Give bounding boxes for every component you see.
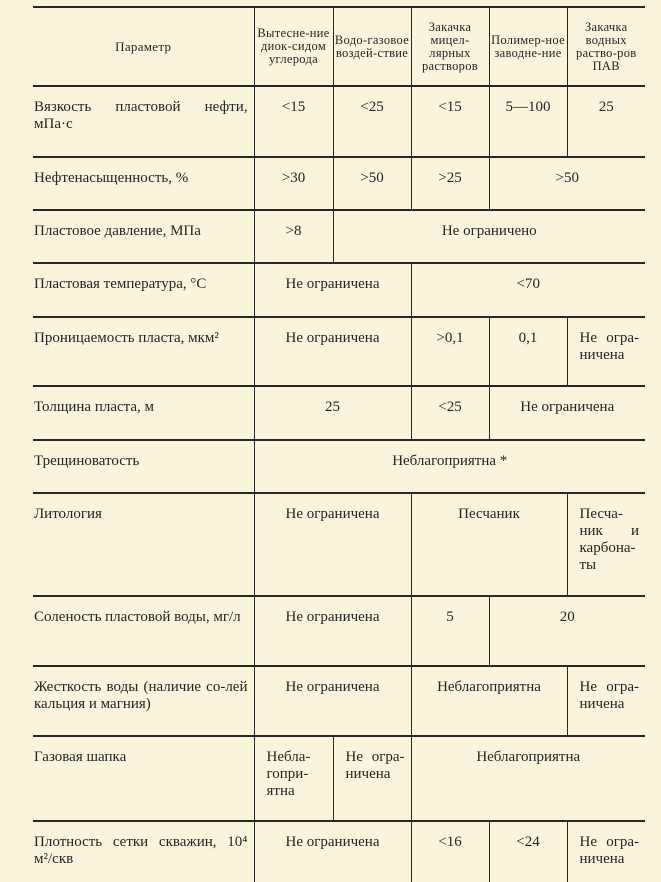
param-cell: Литология	[33, 493, 254, 596]
param-cell: Проницаемость пласта, мкм²	[33, 317, 254, 386]
param-cell: Толщина пласта, м	[33, 386, 254, 440]
value-cell: >8	[254, 210, 333, 263]
table-row	[33, 440, 645, 493]
value-cell: Не ограничена	[254, 317, 411, 386]
value-cell: 5—100	[489, 86, 567, 157]
table-row	[33, 386, 645, 440]
value-cell: Неблагоприятна *	[254, 440, 645, 493]
param-cell: Вязкость пластовой нефти, мПа·с	[33, 86, 254, 157]
value-cell: <70	[411, 263, 645, 317]
value-cell: Не ограничена	[254, 666, 411, 736]
value-cell: Не огра-ничена	[567, 666, 645, 736]
value-cell: Не огра-ничена	[567, 317, 645, 386]
table-row	[33, 86, 645, 157]
value-cell: >0,1	[411, 317, 489, 386]
value-cell: 0,1	[489, 317, 567, 386]
param-cell: Плотность сетки скважин, 10⁴ м²/скв	[33, 821, 254, 882]
table-row	[33, 821, 645, 882]
table-row	[33, 666, 645, 736]
value-cell: 25	[254, 386, 411, 440]
param-cell: Трещиноватость	[33, 440, 254, 493]
header-method: Водо-газовое воздей-ствие	[333, 7, 411, 86]
value-cell: Не ограничена	[254, 263, 411, 317]
value-cell: 5	[411, 596, 489, 666]
value-cell: >30	[254, 157, 333, 210]
value-cell: Песчаник	[411, 493, 567, 596]
eor-criteria-table	[33, 6, 645, 882]
header-param: Параметр	[33, 7, 254, 86]
value-cell: Не ограничена	[254, 821, 411, 882]
table-row	[33, 736, 645, 821]
header-method: Закачка мицел-лярных растворов	[411, 7, 489, 86]
value-cell: Не ограничено	[333, 210, 645, 263]
table-row	[33, 317, 645, 386]
value-cell: <25	[333, 86, 411, 157]
table-row	[33, 210, 645, 263]
value-cell: Не огра-ничена	[333, 736, 411, 821]
table-row	[33, 157, 645, 210]
value-cell: Небла-гопри-ятна	[254, 736, 333, 821]
value-cell: <24	[489, 821, 567, 882]
value-cell: Не ограничена	[254, 596, 411, 666]
param-cell: Пластовое давление, МПа	[33, 210, 254, 263]
param-cell: Жесткость воды (наличие со-лей кальция и магния)	[33, 666, 254, 736]
header-method: Вытесне-ние диок-сидом углерода	[254, 7, 333, 86]
param-cell: Пластовая температура, °С	[33, 263, 254, 317]
value-cell: >25	[411, 157, 489, 210]
param-cell: Нефтенасыщенность, %	[33, 157, 254, 210]
value-cell: Не огра-ничена	[567, 821, 645, 882]
header-method: Полимер-ное заводне-ние	[489, 7, 567, 86]
value-cell: Не ограничена	[254, 493, 411, 596]
value-cell: <15	[254, 86, 333, 157]
value-cell: <15	[411, 86, 489, 157]
value-cell: >50	[489, 157, 645, 210]
value-cell: Неблагоприятна	[411, 736, 645, 821]
value-cell: <25	[411, 386, 489, 440]
value-cell: 25	[567, 86, 645, 157]
value-cell: Не ограничена	[489, 386, 645, 440]
param-cell: Соленость пластовой воды, мг/л	[33, 596, 254, 666]
table-row	[33, 596, 645, 666]
header-method: Закачка водных раство-ров ПАВ	[567, 7, 645, 86]
value-cell: 20	[489, 596, 645, 666]
value-cell: Неблагоприятна	[411, 666, 567, 736]
table-row	[33, 493, 645, 596]
param-cell: Газовая шапка	[33, 736, 254, 821]
value-cell: Песча-ник и карбона-ты	[567, 493, 645, 596]
value-cell: >50	[333, 157, 411, 210]
header-row	[33, 7, 645, 86]
value-cell: <16	[411, 821, 489, 882]
table-row	[33, 263, 645, 317]
